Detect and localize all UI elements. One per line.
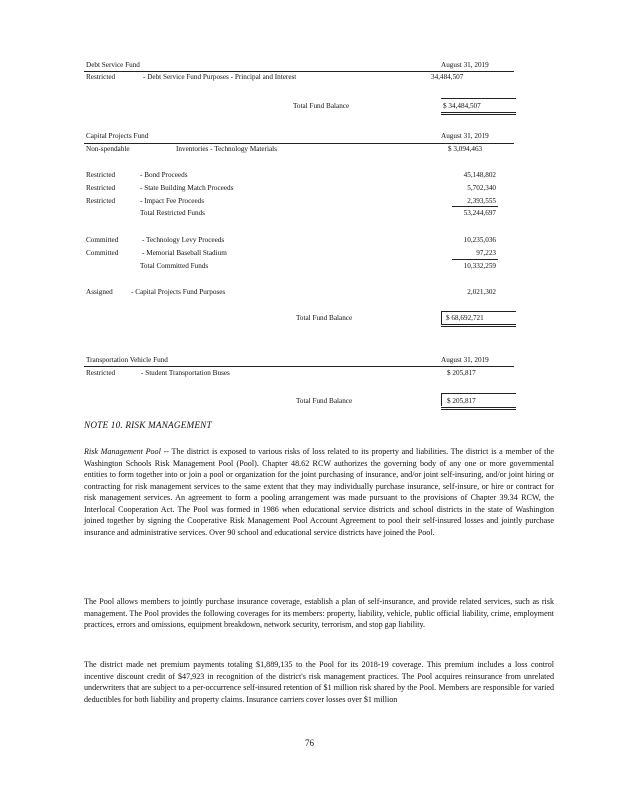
debt-service-title: Debt Service Fund bbox=[86, 61, 140, 69]
total-rule-double bbox=[441, 409, 516, 410]
paragraph-text: -- The district is exposed to various risks of loss related to its property and liabilities. The district is a member of the Washington Schools Risk Management Pool (Pool). Chapter 48.62 RCW authorizes the governing body of any one or more governmental entities to form together into or join a pool or organization for the joint purchasing of insurance, and/or joint self-insuring, and/or joint hiring or contracting for risk management services to the same extent that they may individually purchase insurance, self-insure, or hire or contract for risk management services. An agreement to form a pooling arrangement was made pursuant to the provisions of Chapter 39.34 RCW, the Interlocal Cooperation Act. The Pool was formed in 1986 when educational service districts and school districts in the state of Washington joined together by signing the Cooperative Risk Management Pool Account Agreement to pool their self-insured losses and jointly purchase insurance and administrative services. Over 90 school and educational service districts have joined the Pool. bbox=[84, 447, 554, 537]
note-paragraph-1 bbox=[84, 446, 554, 538]
restricted-amount: 5,702,340 bbox=[467, 184, 496, 192]
total-committed-amount: 10,332,259 bbox=[463, 262, 496, 270]
total-fund-balance-label: Total Fund Balance bbox=[296, 397, 353, 405]
total-committed-label: Total Committed Funds bbox=[140, 262, 209, 270]
header-rule bbox=[84, 71, 514, 72]
transportation-title: Transportation Vehicle Fund bbox=[86, 356, 168, 364]
total-restricted-label: Total Restricted Funds bbox=[140, 209, 205, 217]
row-amount: $ 205,817 bbox=[447, 369, 476, 377]
total-rule-bottom bbox=[441, 407, 516, 408]
total-fund-balance-label: Total Fund Balance bbox=[293, 102, 350, 110]
row-label: Restricted bbox=[86, 73, 116, 81]
restricted-desc: - State Building Match Proceeds bbox=[140, 184, 234, 192]
committed-desc: - Memorial Baseball Stadium bbox=[142, 249, 227, 257]
restricted-desc: - Bond Proceeds bbox=[140, 171, 188, 179]
header-rule bbox=[84, 366, 514, 367]
capital-projects-title: Capital Projects Fund bbox=[86, 132, 149, 140]
restricted-desc: - Impact Fee Proceeds bbox=[140, 197, 205, 205]
assigned-amount: 2,021,302 bbox=[467, 288, 496, 296]
assigned-label: Assigned bbox=[86, 288, 113, 296]
total-rule-bottom bbox=[441, 324, 516, 325]
nonspendable-desc: Inventories - Technology Materials bbox=[176, 145, 277, 153]
committed-amount: 97,223 bbox=[476, 249, 496, 257]
total-fund-balance-label: Total Fund Balance bbox=[296, 314, 353, 322]
row-desc: - Debt Service Fund Purposes - Principal and Interest bbox=[143, 73, 297, 81]
row-desc: - Student Transportation Buses bbox=[141, 369, 230, 377]
row-amount: 34,484,507 bbox=[431, 73, 464, 81]
total-box-left bbox=[441, 393, 442, 406]
page-number: 76 bbox=[305, 738, 314, 748]
restricted-label: Restricted bbox=[86, 184, 116, 192]
header-rule bbox=[84, 143, 514, 144]
transportation-date: August 31, 2019 bbox=[441, 356, 489, 364]
total-rule-bottom bbox=[441, 112, 516, 113]
restricted-amount: 2,393,555 bbox=[467, 197, 496, 205]
note-paragraph-2: The Pool allows members to jointly purchase insurance coverage, establish a plan of self-insurance, and provide related services, such as risk management. The Pool provides the following coverages for its members: property, liability, vehicle, public official liability, crime, employment practices, errors and omissions, equipment breakdown, network security, terrorism, and stop gap liability. bbox=[84, 597, 554, 629]
total-fund-balance: $ 68,692,721 bbox=[446, 314, 484, 322]
total-fund-balance: $ 205,817 bbox=[447, 397, 476, 405]
nonspendable-label: Non-spendable bbox=[86, 145, 130, 153]
total-rule-double bbox=[441, 326, 516, 327]
note-heading: NOTE 10. RISK MANAGEMENT bbox=[84, 420, 212, 430]
restricted-label: Restricted bbox=[86, 197, 116, 205]
restricted-label: Restricted bbox=[86, 171, 116, 179]
subtotal-rule bbox=[452, 206, 498, 207]
assigned-desc: - Capital Projects Fund Purposes bbox=[131, 288, 226, 296]
capital-projects-date: August 31, 2019 bbox=[441, 132, 489, 140]
committed-desc: - Technology Levy Proceeds bbox=[142, 236, 225, 244]
total-box-left bbox=[441, 311, 442, 324]
debt-service-date: August 31, 2019 bbox=[441, 61, 489, 69]
total-rule-top bbox=[441, 98, 516, 99]
total-rule-top bbox=[441, 311, 516, 312]
paragraph-lead: Risk Management Pool bbox=[84, 447, 161, 456]
committed-label: Committed bbox=[86, 249, 119, 257]
total-restricted-amount: 53,244,697 bbox=[463, 209, 496, 217]
row-label: Restricted bbox=[86, 369, 116, 377]
total-fund-balance: $ 34,484,507 bbox=[443, 102, 481, 110]
committed-label: Committed bbox=[86, 236, 119, 244]
note-paragraph-3: The district made net premium payments totaling $1,889,135 to the Pool for its 2018-19 coverage. This premium includes a loss control incentive discount credit of $47,923 in recognition of the district's risk management practices. The Pool acquires reinsurance from unrelated underwriters that are subject to a per-occurrence self-insured retention of $1 million risk shared by the Pool. Members are responsible for varied deductibles for both liability and property claims. Insurance carriers cover losses over $1 million bbox=[84, 660, 554, 704]
nonspendable-amount: $ 3,094,463 bbox=[448, 145, 483, 153]
subtotal-rule bbox=[452, 259, 498, 260]
total-rule-double bbox=[441, 114, 516, 115]
restricted-amount: 45,148,802 bbox=[463, 171, 496, 179]
total-rule-top bbox=[441, 393, 516, 394]
committed-amount: 10,235,036 bbox=[463, 236, 496, 244]
